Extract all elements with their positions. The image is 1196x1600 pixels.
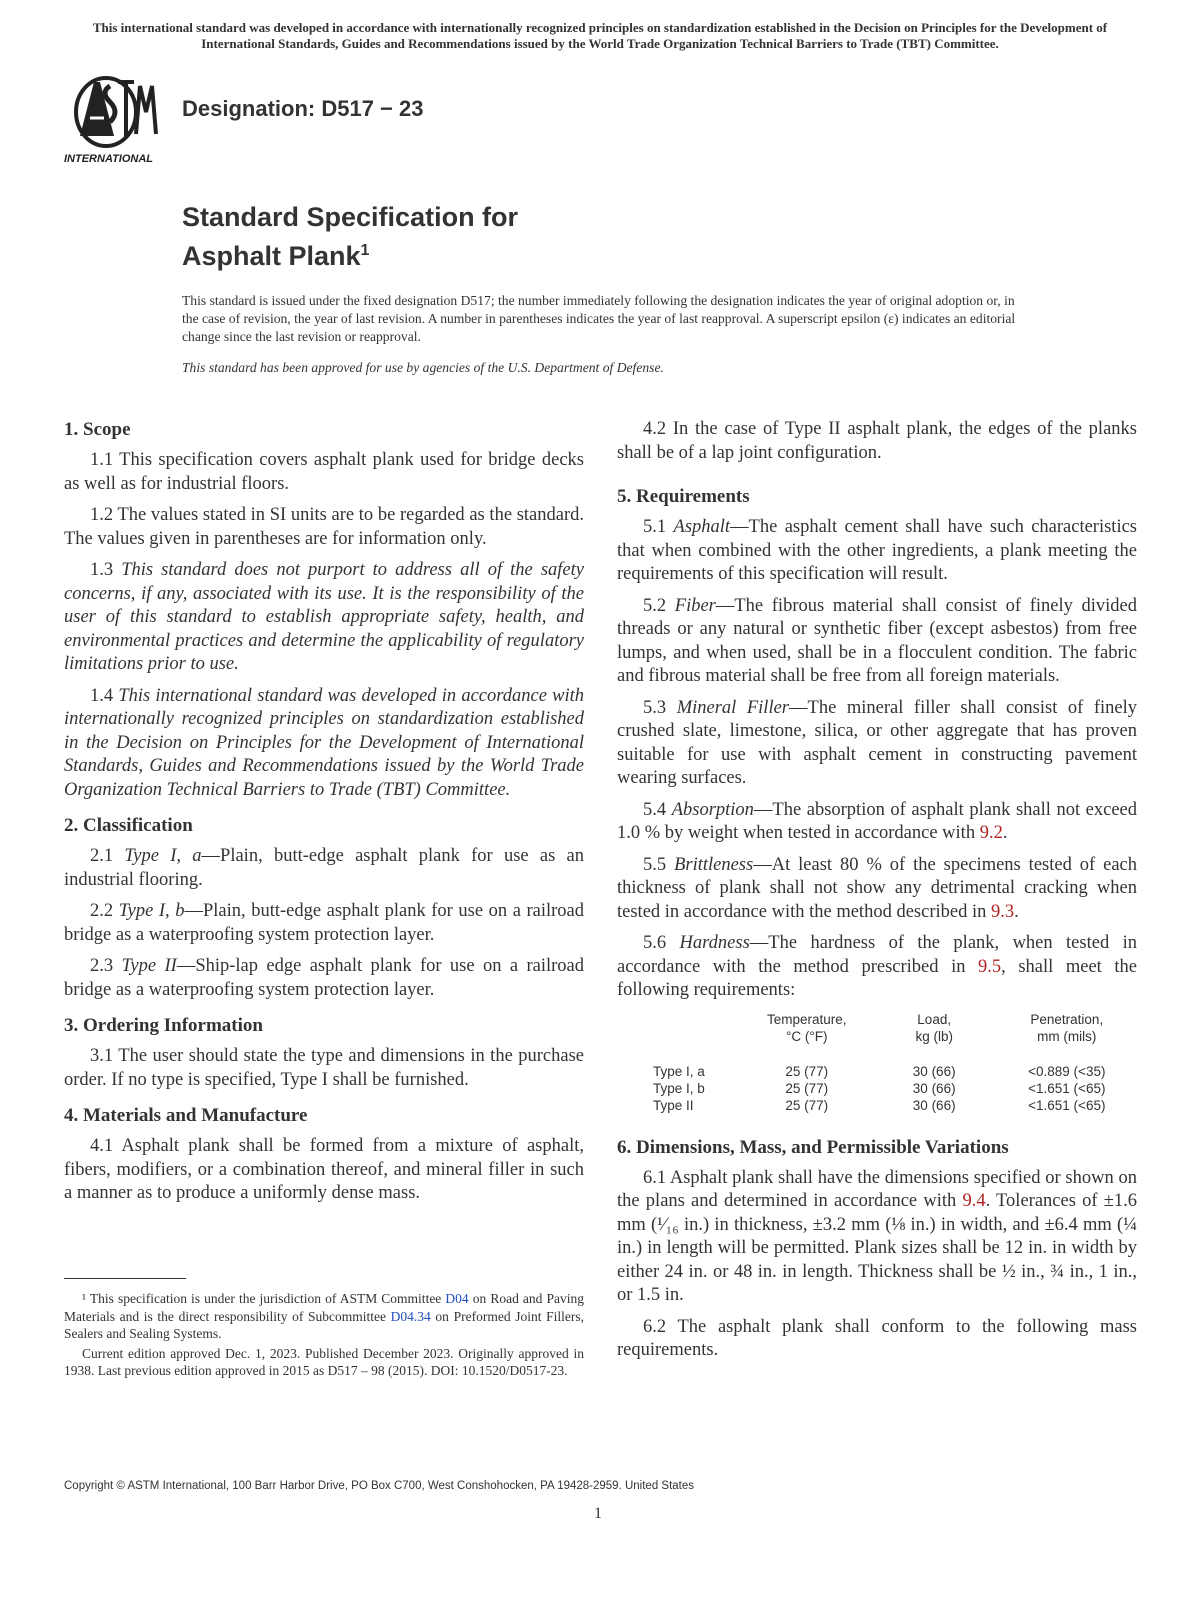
header-unit: kg (lb): [915, 1028, 953, 1044]
cell-penetration: <1.651 (<65): [1028, 1080, 1106, 1096]
para-term: Brittleness: [674, 854, 754, 875]
para-text: , shall meet the following requirements:: [617, 956, 1137, 1000]
paragraph-1-1: 1.1 This specification covers asphalt plank used for bridge decks as well as for industrial floors.: [64, 450, 584, 494]
para-text: This international standard was developed in accordance with internationally recognized principles on standardization established in the Decision on Principles for the Development of International Standards, Guides and Recommendations issued by the World Trade Organization Technical Barriers to Trade (TBT) Committee.: [64, 685, 585, 800]
footnote-2: Current edition approved Dec. 1, 2023. Published December 2023. Originally approved in 1938. Last previous edition approved in 2015 as D517 – 98 (2015). DOI: 10.1520/D0517-23.: [64, 1345, 584, 1378]
footnote: [64, 1290, 584, 1382]
cross-reference-link[interactable]: 9.5: [978, 956, 1002, 977]
section-heading: 6. Dimensions, Mass, and Permissible Variations: [617, 1136, 1009, 1158]
paragraph-2-3: [64, 955, 584, 1002]
cell-type: Type II: [653, 1097, 694, 1113]
title-footnote-mark[interactable]: 1: [360, 242, 370, 259]
paragraph-5-5: [617, 854, 1137, 925]
para-text: —The fibrous material shall consist of finely divided threads or any natural or synthetic fiber (except asbestos) from free lumps, and when used, shall be in a flocculent condition. The fabric and fibrous material shall be free from all foreign materials.: [617, 595, 1137, 686]
table-row: [617, 1097, 1137, 1114]
footnote-divider: [64, 1278, 186, 1279]
header-text: Penetration,: [1030, 1011, 1104, 1027]
footnote-text: on Preformed Joint Fillers, Sealers and Sealing Systems.: [64, 1308, 584, 1341]
issue-note: This standard is issued under the fixed designation D517; the number immediately following the designation indicates the year of original adoption or, in the case of revision, the year of last revision. A number in parentheses indicates the year of last reapproval. A superscript epsilon (ε) indicates an editorial change since the last revision or reapproval.: [182, 293, 1016, 344]
copyright-notice: Copyright © ASTM International, 100 Barr Harbor Drive, PO Box C700, West Conshohocken, PA 19428-2959. United States: [64, 1480, 695, 1492]
section-classification: [64, 814, 584, 1002]
paragraph-1-2: 1.2 The values stated in SI units are to be regarded as the standard. The values given in parentheses are for information only.: [64, 505, 584, 549]
footnote-text: ¹ This specification is under the jurisdiction of ASTM Committee: [82, 1291, 446, 1306]
para-number: 1.3: [90, 560, 114, 580]
cell-load: 30 (66): [912, 1080, 956, 1096]
paragraph-3-1: 3.1 The user should state the type and dimensions in the purchase order. If no type is specified, Type I shall be furnished.: [64, 1046, 584, 1090]
para-text: —Ship-lap edge asphalt plank for use on a railroad bridge as a waterproofing system protection layer.: [64, 956, 584, 1000]
section-heading: 5. Requirements: [617, 486, 750, 507]
para-text: —Plain, butt-edge asphalt plank for use on a railroad bridge as a waterproofing system protection layer.: [64, 901, 585, 945]
paragraph-5-4: [617, 799, 1137, 846]
cell-load: 30 (66): [912, 1063, 956, 1079]
footnote-text: on Road and Paving Materials and is the direct responsibility of Subcommittee: [64, 1291, 584, 1324]
para-number: 5.6: [643, 933, 667, 953]
table-row: [617, 1063, 1137, 1080]
para-term: Mineral Filler: [676, 697, 790, 718]
para-term: Hardness: [679, 933, 750, 953]
paragraph-6-1: [617, 1167, 1137, 1308]
para-text: —Plain, butt-edge asphalt plank for use as an industrial flooring.: [64, 846, 585, 890]
section-heading: 2. Classification: [64, 815, 193, 836]
header-unit: °C (°F): [786, 1028, 828, 1044]
table-header-row: [617, 1011, 1137, 1063]
section-heading: 4. Materials and Manufacture: [64, 1105, 308, 1126]
para-text: This standard does not purport to address all of the safety concerns, if any, associated with its use. It is the responsibility of the user of this standard to establish appropriate safety, health, and environmental practices and determine the applicability of regulatory limitations prior to use.: [64, 560, 584, 674]
subcommittee-link[interactable]: D04.34: [390, 1308, 431, 1324]
para-text: —The hardness of the plank, when tested in accordance with the method prescribed in: [617, 933, 1137, 977]
astm-logo: [60, 72, 172, 168]
section-heading: 1. Scope: [64, 419, 131, 440]
paragraph-2-1: [64, 845, 584, 892]
section-scope: [64, 418, 584, 802]
table-header-penetration: [997, 1011, 1137, 1063]
para-term: Asphalt: [673, 517, 731, 537]
header-text: Temperature,: [767, 1011, 847, 1027]
para-number: 2.3: [90, 956, 114, 976]
paragraph-5-2: [617, 595, 1137, 689]
cross-reference-link[interactable]: 9.3: [990, 901, 1015, 922]
para-term: Type II: [121, 956, 177, 976]
page-number: 1: [594, 1505, 602, 1522]
top-notice: This international standard was developed in accordance with internationally recognized principles on standardization established in the Decision on Principles for the Development of International Standards, Guides and Recommendations issued by the World Trade Organization Technical Barriers to Trade (TBT) Committee.: [92, 20, 1108, 51]
cell-penetration: <0.889 (<35): [1028, 1063, 1106, 1079]
para-term: Fiber: [674, 595, 716, 616]
footnote-1: [64, 1290, 584, 1343]
hardness-table: [617, 1011, 1137, 1114]
cross-reference-link[interactable]: 9.4: [962, 1191, 986, 1211]
page-title: [182, 200, 518, 273]
para-text: —The absorption of asphalt plank shall not exceed 1.0 % by weight when tested in accordance with: [617, 799, 1138, 843]
paragraph-5-3: [617, 697, 1137, 791]
cell-temperature: 25 (77): [785, 1080, 829, 1096]
astm-logo-icon: [60, 72, 172, 168]
title-line-2: [182, 234, 518, 273]
table-header-load: [872, 1011, 997, 1063]
paragraph-1-3: [64, 559, 584, 677]
dod-note: This standard has been approved for use by agencies of the U.S. Department of Defense.: [182, 360, 664, 375]
para-text: .: [1014, 901, 1019, 922]
logo-wordmark: [64, 153, 153, 165]
cell-load: 30 (66): [912, 1097, 956, 1113]
paragraph-2-2: [64, 900, 584, 947]
cell-type: Type I, b: [653, 1080, 705, 1096]
right-column: [617, 418, 1137, 1375]
paragraph-4-1: 4.1 Asphalt plank shall be formed from a mixture of asphalt, fibers, modifiers, or a combination thereof, and mineral filler in such a manner as to produce a uniformly dense mass.: [64, 1136, 584, 1203]
para-term: Type I, b: [118, 901, 185, 921]
section-ordering: [64, 1014, 584, 1092]
paragraph-5-1: [617, 516, 1137, 587]
para-number: 5.1: [643, 517, 667, 537]
para-text: —At least 80 % of the specimens tested of each thickness of plank shall not show any detrimental cracking when tested in accordance with the method described in: [617, 854, 1138, 922]
para-text: 6.1 Asphalt plank shall have the dimensions specified or shown on the plans and determined in accordance with: [617, 1167, 1137, 1211]
table-header-temperature: [742, 1011, 872, 1063]
cell-temperature: 25 (77): [785, 1063, 829, 1079]
paragraph-4-2: 4.2 In the case of Type II asphalt plank, the edges of the planks shall be of a lap joint configuration.: [617, 419, 1137, 463]
para-text: .: [1002, 823, 1008, 843]
section-materials: [64, 1104, 584, 1206]
section-dimensions: [617, 1136, 1137, 1363]
para-number: 1.4: [90, 685, 114, 706]
table-header-type: [617, 1011, 742, 1063]
para-text: —The asphalt cement shall have such characteristics that when combined with the other ingredients, a plank meeting the requirements of this specification will result.: [617, 517, 1137, 584]
committee-link[interactable]: D04: [445, 1291, 469, 1306]
cell-type: Type I, a: [653, 1063, 705, 1079]
para-number: 5.4: [643, 799, 667, 820]
table-row: [617, 1080, 1137, 1097]
para-number: 2.2: [90, 901, 114, 921]
title-line-1: Standard Specification for: [182, 202, 519, 232]
para-number: 5.2: [643, 595, 667, 616]
para-text: —The mineral filler shall consist of finely crushed slate, limestone, silica, or other aggregate that has proven suitable for use with asphalt cement in constructing pavement wearing surfaces.: [617, 697, 1138, 788]
left-column: [64, 418, 584, 1218]
cell-temperature: 25 (77): [785, 1097, 829, 1113]
para-term: Type I, a: [124, 846, 202, 866]
paragraph-1-4: [64, 685, 584, 803]
para-text: . Tolerances of ±1.6 mm (¹⁄₁₆ in.) in thickness, ±3.2 mm (⅛ in.) in width, and ±6.4 mm (¼ in.) in length will be permitted. Plank sizes shall be 12 in. in width by either 24 in. or 48 in. in length. Thickness shall be ½ in., ¾ in., 1 in., or 1.5 in.: [617, 1191, 1137, 1305]
header-text: Load,: [917, 1011, 952, 1027]
designation: Designation: D517 − 23: [182, 96, 424, 121]
header-unit: mm (mils): [1037, 1028, 1097, 1044]
title-text: Asphalt Plank: [182, 241, 361, 271]
svg-text:INTERNATIONAL: INTERNATIONAL: [64, 153, 154, 165]
paragraph-6-2: 6.2 The asphalt plank shall conform to the following mass requirements.: [617, 1316, 1137, 1360]
para-number: 5.5: [643, 854, 667, 875]
paragraph-5-6: [617, 932, 1137, 1003]
para-number: 5.3: [643, 697, 667, 718]
cross-reference-link[interactable]: 9.2: [979, 823, 1003, 843]
section-heading: 3. Ordering Information: [64, 1015, 263, 1036]
para-term: Absorption: [671, 799, 754, 820]
cell-penetration: <1.651 (<65): [1028, 1097, 1106, 1113]
section-requirements: [617, 485, 1137, 1114]
para-number: 2.1: [90, 846, 114, 866]
